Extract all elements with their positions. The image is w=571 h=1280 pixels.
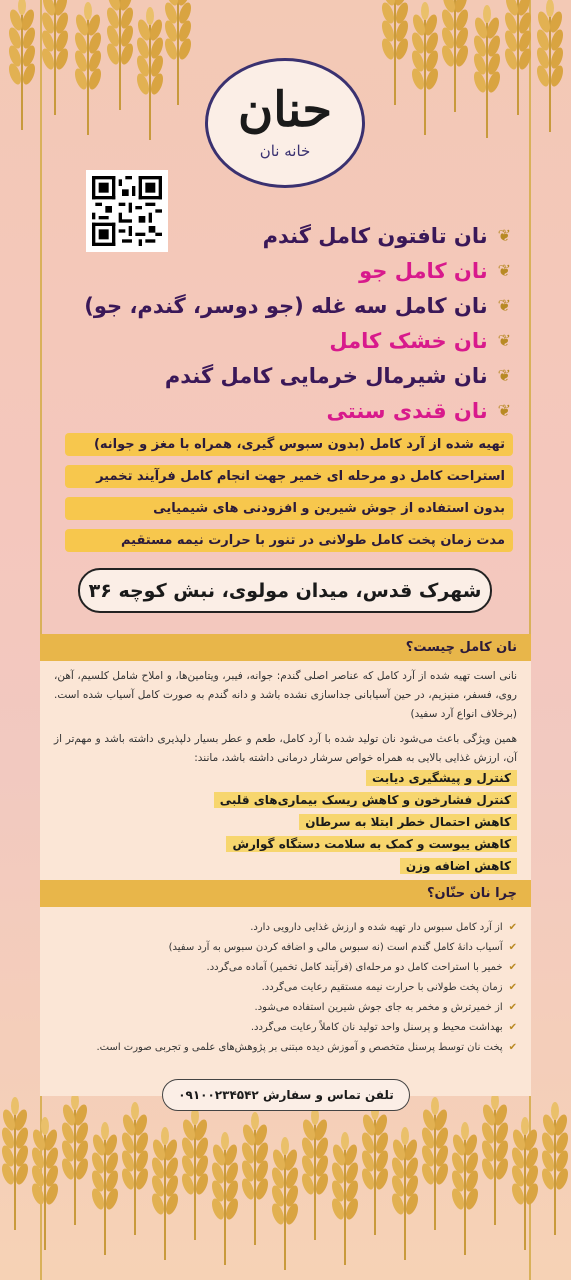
check-icon: ✔ — [508, 1041, 517, 1053]
feature-item: تهیه شده از آرد کامل (بدون سبوس گیری، همراه با مغز و جوانه) — [65, 433, 513, 456]
why-item — [54, 1037, 517, 1057]
properties-paragraph: همین ویژگی باعث می‌شود نان تولید شده با آرد کامل، طعم و عطر بسیار دلپذیری داشته باشد و مهم‌تر از آن، ارزش غذایی بالایی به همراه خواص سرشار درمانی داشته باشد، مانند: — [54, 733, 517, 764]
why-item — [54, 1017, 517, 1037]
check-icon: ✔ — [508, 941, 517, 953]
check-icon: ✔ — [508, 1021, 517, 1033]
why-list — [40, 907, 531, 1057]
why-text: از خمیرترش و مخمر به جای جوش شیرین استفاده می‌شود. — [254, 1001, 503, 1013]
leaf-icon: ❦ — [497, 226, 511, 245]
brand-logo — [205, 58, 365, 188]
feature-item: استراحت کامل دو مرحله ای خمیر جهت انجام کامل فرآیند تخمیر — [65, 465, 513, 488]
leaf-icon: ❦ — [497, 296, 511, 315]
order-phone[interactable]: تلفن تماس و سفارش ۰۹۱۰۰۲۳۴۵۴۲ — [162, 1079, 410, 1111]
product-item — [71, 253, 511, 288]
product-item — [71, 358, 511, 393]
info-section — [40, 634, 531, 1096]
check-icon: ✔ — [508, 921, 517, 933]
why-heading: چرا نان حنّان؟ — [40, 880, 531, 907]
leaf-icon: ❦ — [497, 331, 511, 350]
product-label: نان کامل سه غله (جو دوسر، گندم، جو) — [84, 293, 488, 318]
leaf-icon: ❦ — [497, 261, 511, 280]
check-icon: ✔ — [508, 981, 517, 993]
benefit-list — [40, 768, 531, 874]
why-item — [54, 997, 517, 1017]
why-item — [54, 957, 517, 977]
brand-name: حنان — [237, 82, 333, 138]
why-text: بهداشت محیط و پرسنل واحد تولید نان کاملاً رعایت می‌گردد. — [250, 1021, 503, 1033]
leaf-icon: ❦ — [497, 366, 511, 385]
product-list — [71, 218, 511, 428]
feature-item: بدون استفاده از جوش شیرین و افزودنی های شیمیایی — [65, 497, 513, 520]
product-label: نان خشک کامل — [329, 328, 488, 353]
address-box: شهرک قدس، میدان مولوی، نبش کوچه ۳۶ — [78, 568, 492, 613]
why-text: خمیر با استراحت کامل دو مرحله‌ای (فرآیند کامل تخمیر) آماده می‌گردد. — [206, 961, 503, 973]
product-label: نان تافتون کامل گندم — [262, 223, 488, 248]
product-label: نان شیرمال خرمایی کامل گندم — [164, 363, 488, 388]
product-item — [71, 288, 511, 323]
why-text: آسیاب دانهٔ کامل گندم است (نه سبوس مالی و اضافه کردن سبوس به آرد سفید) — [168, 941, 503, 953]
product-item — [71, 393, 511, 428]
leaf-icon: ❦ — [497, 401, 511, 420]
product-label: نان کامل جو — [359, 258, 488, 283]
why-item — [54, 937, 517, 957]
brand-tagline: خانه نان — [259, 142, 311, 160]
check-icon: ✔ — [508, 1001, 517, 1013]
why-text: از آرد کامل سبوس دار تهیه شده و ارزش غذایی دارویی دارد. — [250, 921, 503, 933]
what-is-heading: نان کامل چیست؟ — [40, 634, 531, 661]
benefit-item: کاهش احتمال خطر ابتلا به سرطان — [299, 814, 517, 830]
feature-list — [65, 433, 513, 561]
why-text: زمان پخت طولانی با حرارت نیمه مستقیم رعایت می‌گردد. — [261, 981, 503, 993]
benefit-item: کنترل فشارخون و کاهش ریسک بیماری‌های قلبی — [214, 792, 517, 808]
product-item — [71, 323, 511, 358]
what-is-paragraph: نانی است تهیه شده از آرد کامل که عناصر اصلی گندم: جوانه، فیبر، ویتامین‌ها، و املاح شامل کلسیم، آهن، روی، فسفر، منیزیم، در حین آسیابانی جداسازی نشده باشد و دانه گندم به صورت کامل آسیاب شده است. (برخلاف انواع آرد سفید) — [54, 670, 517, 720]
why-item — [54, 917, 517, 937]
benefit-item: کاهش یبوست و کمک به سلامت دستگاه گوارش — [226, 836, 517, 852]
why-item — [54, 977, 517, 997]
feature-item: مدت زمان پخت کامل طولانی در تنور با حرارت نیمه مستقیم — [65, 529, 513, 552]
product-item — [71, 218, 511, 253]
product-label: نان قندی سنتی — [326, 398, 488, 423]
why-text: پخت نان توسط پرسنل متخصص و آموزش دیده مبتنی بر پژوهش‌های علمی و تجربی صورت است. — [96, 1041, 503, 1053]
benefit-item: کنترل و پیشگیری دیابت — [366, 770, 517, 786]
benefit-item: کاهش اضافه وزن — [400, 858, 517, 874]
check-icon: ✔ — [508, 961, 517, 973]
